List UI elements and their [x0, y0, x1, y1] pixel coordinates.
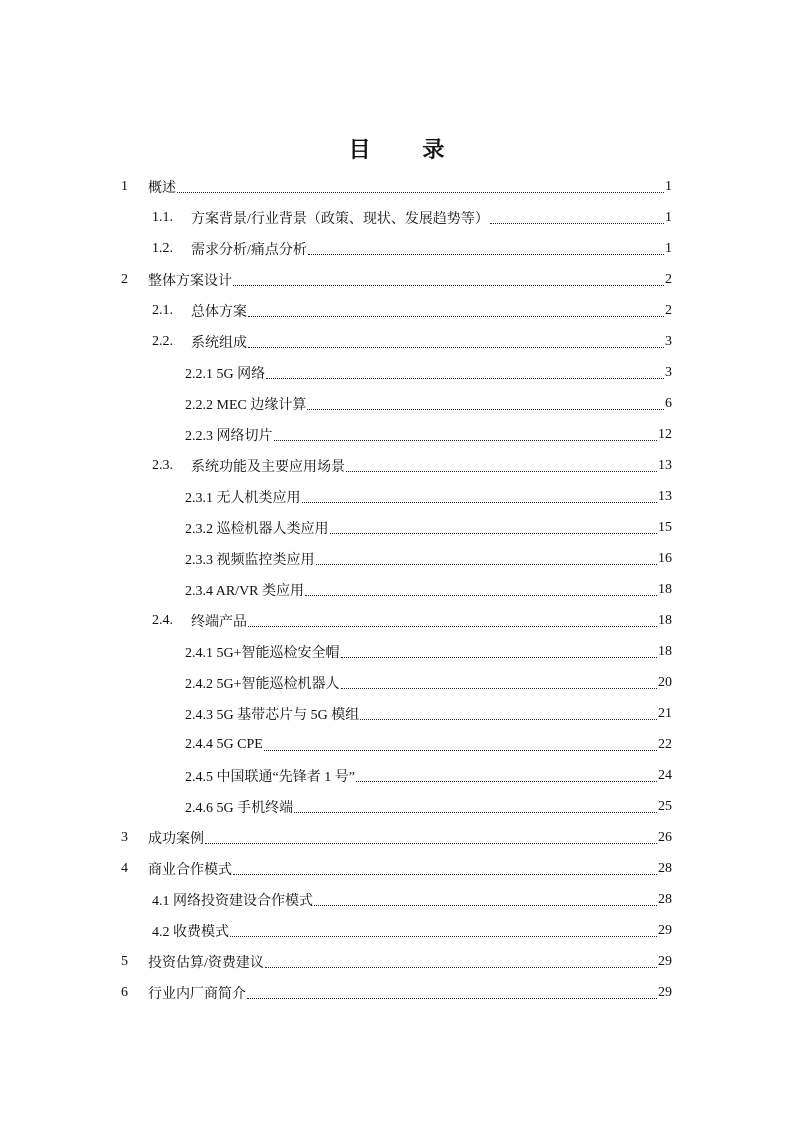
dot-leader: [248, 302, 664, 317]
toc-number: 1: [121, 178, 128, 194]
toc-number: 2.1.: [152, 302, 173, 318]
dot-leader: [307, 395, 664, 410]
toc-number: 3: [121, 829, 128, 845]
toc-number: 2: [121, 271, 128, 287]
toc-page-number: 29: [658, 984, 672, 1000]
toc-entry[interactable]: [152, 326, 672, 357]
dot-leader: [230, 922, 657, 937]
toc-label: 2.2.2 MEC 边缘计算: [185, 397, 307, 413]
toc-page-number: 29: [658, 953, 672, 969]
toc-entry[interactable]: [185, 729, 672, 760]
toc-label: 2.3.3 视频监控类应用: [185, 552, 315, 568]
dot-leader: [248, 333, 664, 348]
toc-label: 2.2.1 5G 网络: [185, 366, 266, 382]
toc-page-number: 18: [658, 612, 672, 628]
toc-entry[interactable]: [121, 946, 672, 977]
toc-page-number: 29: [658, 922, 672, 938]
toc-entry[interactable]: [121, 264, 672, 295]
toc-number: 1.1.: [152, 209, 173, 225]
toc-label: 行业内厂商简介: [148, 986, 246, 1002]
toc-number: 2.3.: [152, 457, 173, 473]
toc-label: 概述: [148, 180, 176, 196]
toc-entry[interactable]: [152, 915, 672, 946]
dot-leader: [247, 984, 657, 999]
toc-number: 2.4.: [152, 612, 173, 628]
dot-leader: [346, 457, 657, 472]
toc-page-number: 28: [658, 891, 672, 907]
toc-entry[interactable]: [185, 698, 672, 729]
toc-page-number: 6: [665, 395, 672, 411]
toc-label: 需求分析/痛点分析: [191, 242, 307, 258]
dot-leader: [305, 581, 657, 596]
dot-leader: [341, 674, 657, 689]
dot-leader: [233, 860, 657, 875]
toc-page-number: 13: [658, 457, 672, 473]
toc-page-number: 20: [658, 674, 672, 690]
toc-entry[interactable]: [121, 822, 672, 853]
toc-page-number: 12: [658, 426, 672, 442]
toc-label: 2.4.2 5G+智能巡检机器人: [185, 676, 340, 692]
toc-label: 2.2.3 网络切片: [185, 428, 273, 444]
toc-label: 2.4.4 5G CPE: [185, 736, 263, 752]
toc-label: 方案背景/行业背景（政策、现状、发展趋势等）: [191, 211, 489, 227]
dot-leader: [316, 550, 658, 565]
toc-label: 商业合作模式: [148, 862, 232, 878]
toc-label: 2.3.1 无人机类应用: [185, 490, 301, 506]
toc-entry[interactable]: [185, 419, 672, 450]
toc-label: 2.3.2 巡检机器人类应用: [185, 521, 329, 537]
toc-number: 5: [121, 953, 128, 969]
dot-leader: [294, 798, 657, 813]
toc-label: 终端产品: [191, 614, 247, 630]
dot-leader: [266, 364, 664, 379]
toc-page-number: 1: [665, 178, 672, 194]
toc-page-number: 15: [658, 519, 672, 535]
toc-page-number: 2: [665, 302, 672, 318]
toc-label: 2.4.5 中国联通“先锋者 1 号”: [185, 769, 355, 785]
toc-entry[interactable]: [185, 574, 672, 605]
toc-entry[interactable]: [121, 977, 672, 1008]
toc-entry[interactable]: [185, 543, 672, 574]
toc-page-number: 24: [658, 767, 672, 783]
toc-entry[interactable]: [185, 760, 672, 791]
dot-leader: [308, 240, 664, 255]
dot-leader: [205, 829, 657, 844]
toc-label: 投资估算/资费建议: [148, 955, 264, 971]
toc-label: 总体方案: [191, 304, 247, 320]
dot-leader: [233, 271, 664, 286]
toc-entry[interactable]: [152, 884, 672, 915]
toc-entry[interactable]: [152, 233, 672, 264]
toc-entry[interactable]: [152, 450, 672, 481]
toc-page-number: 13: [658, 488, 672, 504]
toc-page-number: 25: [658, 798, 672, 814]
toc-entry[interactable]: [185, 388, 672, 419]
dot-leader: [274, 426, 658, 441]
toc-entry[interactable]: [152, 295, 672, 326]
toc-label: 系统组成: [191, 335, 247, 351]
toc-number: 2.2.: [152, 333, 173, 349]
toc-label: 2.4.6 5G 手机终端: [185, 800, 294, 816]
toc-entry[interactable]: [185, 357, 672, 388]
toc-entry[interactable]: [121, 853, 672, 884]
toc-entry[interactable]: [185, 512, 672, 543]
toc-label: 成功案例: [148, 831, 204, 847]
toc-label: 4.2 收费模式: [152, 924, 229, 940]
dot-leader: [341, 643, 657, 658]
toc-page-number: 3: [665, 364, 672, 380]
dot-leader: [330, 519, 658, 534]
toc-label: 2.3.4 AR/VR 类应用: [185, 583, 305, 599]
toc-page-number: 28: [658, 860, 672, 876]
toc-page-number: 16: [658, 550, 672, 566]
toc-entry[interactable]: [185, 481, 672, 512]
dot-leader: [248, 612, 657, 627]
toc-entry[interactable]: [152, 605, 672, 636]
toc-label: 整体方案设计: [148, 273, 232, 289]
toc-label: 系统功能及主要应用场景: [191, 459, 345, 475]
page-title: 目 录: [348, 138, 467, 163]
toc-label: 2.4.3 5G 基带芯片与 5G 模组: [185, 707, 360, 723]
toc-entry[interactable]: [121, 171, 672, 202]
dot-leader: [177, 178, 664, 193]
toc-page-number: 18: [658, 643, 672, 659]
toc-entry[interactable]: [152, 202, 672, 233]
dot-leader: [490, 209, 664, 224]
toc-entry[interactable]: [185, 791, 672, 822]
toc-number: 1.2.: [152, 240, 173, 256]
toc-page-number: 21: [658, 705, 672, 721]
dot-leader: [360, 705, 657, 720]
toc-page-number: 22: [658, 736, 672, 752]
dot-leader: [356, 767, 657, 782]
dot-leader: [265, 953, 657, 968]
dot-leader: [314, 891, 657, 906]
toc-page-number: 1: [665, 209, 672, 225]
toc-page-number: 18: [658, 581, 672, 597]
toc-page-number: 2: [665, 271, 672, 287]
toc-entry[interactable]: [185, 667, 672, 698]
toc-page-number: 3: [665, 333, 672, 349]
toc-page-number: 26: [658, 829, 672, 845]
toc-entry[interactable]: [185, 636, 672, 667]
dot-leader: [264, 736, 657, 751]
toc-number: 4: [121, 860, 128, 876]
toc-label: 2.4.1 5G+智能巡检安全帽: [185, 645, 340, 661]
toc-label: 4.1 网络投资建设合作模式: [152, 893, 313, 909]
toc-page-number: 1: [665, 240, 672, 256]
toc-number: 6: [121, 984, 128, 1000]
dot-leader: [302, 488, 658, 503]
